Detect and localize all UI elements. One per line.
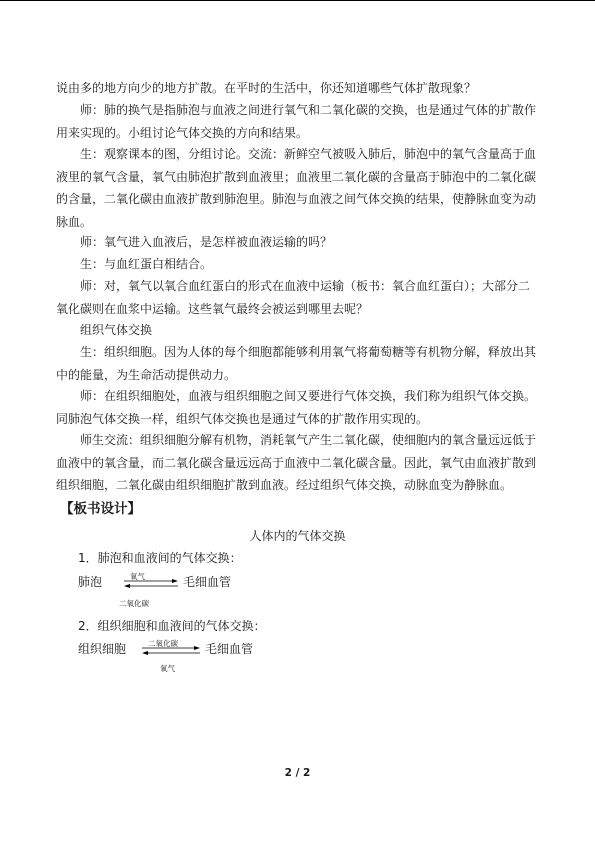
- paragraph: 生：组织细胞。因为人体的每个细胞都能够利用氧气将葡萄糖等有机物分解，释放出其中的能量，为生命活动提供动力。: [56, 345, 537, 382]
- capillary-text: 毛细血管: [183, 575, 232, 589]
- paragraph: 说由多的地方向少的地方扩散。在平时的生活中，你还知道哪些气体扩散现象？: [56, 81, 477, 95]
- left-arrowhead-icon: [142, 651, 148, 655]
- paragraph: 生：观察课本的图，分组讨论。交流：新鲜空气被吸入肺后，肺泡中的氧气含量高于血液里的氧气含量，氧气由肺泡扩散到血液里；血液里二氧化碳的含量高于肺泡中的二氧化碳的含量，二氧化碳由血液扩散到肺泡里。肺泡与血液之间气体交换的结果，使静脉血变为动脉血。: [56, 147, 537, 229]
- board-item1-label: 1．肺泡和血液间的气体交换：: [78, 551, 242, 565]
- paragraph: 师：在组织细胞处，血液与组织细胞之间又要进行气体交换，我们称为组织气体交换。同肺泡气体交换一样，组织气体交换也是通过气体的扩散作用实现的。: [56, 389, 537, 426]
- left-arrowhead-icon: [124, 584, 130, 588]
- paragraph: 师生交流：组织细胞分解有机物，消耗氧气产生二氧化碳，使细胞内的氧含量远远低于血液中的氧含量，而二氧化碳含量远远高于血液中二氧化碳含量。因此，氧气由血液扩散到组织细胞，二氧化碳由组织细胞扩散到血液。经过组织气体交换，动脉血变为静脉血。: [56, 433, 537, 492]
- paragraph: 生：与血红蛋白相结合。: [80, 257, 213, 271]
- paragraph: 师：氧气进入血液后，是怎样被血液运输的吗？: [80, 235, 333, 249]
- board-title: 人体内的气体交换: [249, 529, 346, 543]
- tissue-cell-text: 组织细胞: [78, 642, 127, 656]
- right-arrowhead-icon: [194, 646, 200, 650]
- carbon-dioxide-label: 二氧化碳: [148, 639, 178, 648]
- alveoli-text: 肺泡: [78, 575, 103, 589]
- right-arrowhead-icon: [172, 579, 178, 583]
- paragraph: 师：对，氧气以氧合血红蛋白的形式在血液中运输（板书：氧合血红蛋白）；大部分二氧化碳则在血浆中运输。这些氧气最终会被运到哪里去呢？: [56, 279, 531, 316]
- oxygen-label: 氧气: [130, 572, 145, 581]
- section-subheading: 组织气体交换: [80, 323, 153, 337]
- paragraph: 师：肺的换气是指肺泡与血液之间进行氧气和二氧化碳的交换，也是通过气体的扩散作用来实现的。小组讨论气体交换的方向和结果。: [56, 103, 537, 140]
- capillary-text: 毛细血管: [205, 642, 254, 656]
- oxygen-label: 氧气: [160, 664, 175, 673]
- board-item2-label: 2．组织细胞和血液间的气体交换：: [78, 619, 266, 633]
- page-number: 2 / 2: [284, 767, 311, 779]
- board-design-heading: 【板书设计】: [60, 501, 141, 517]
- carbon-dioxide-label: 二氧化碳: [119, 599, 149, 608]
